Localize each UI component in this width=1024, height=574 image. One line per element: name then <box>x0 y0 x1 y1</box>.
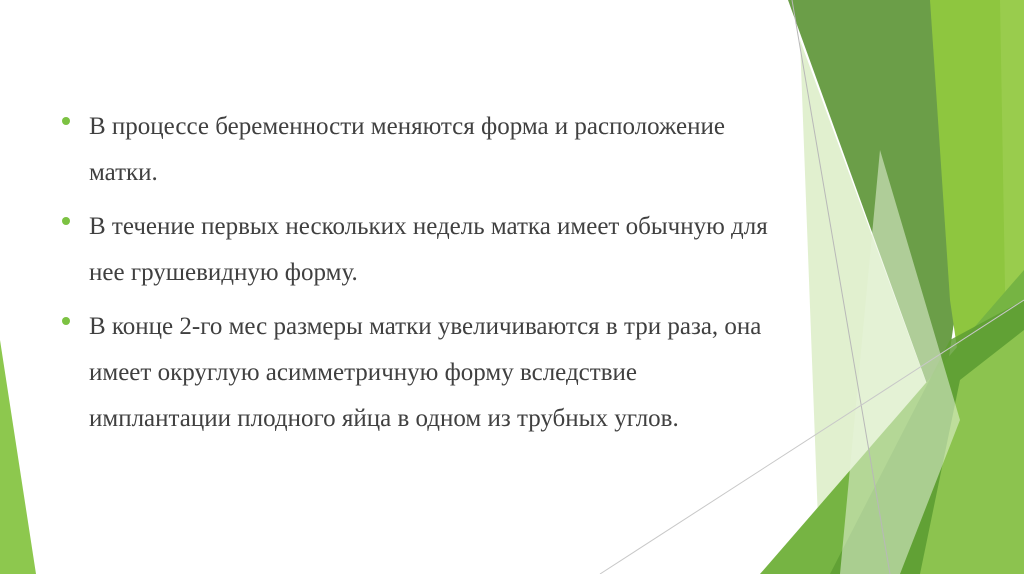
bullet-text: В течение первых нескольких недель матка имеет обычную для нее грушевидную форму. <box>89 213 768 286</box>
list-item <box>62 204 782 296</box>
list-item <box>62 104 782 196</box>
bullet-text: В конце 2-го мес размеры матки увеличиваются в три раза, она имеет округлую асимметричную форму вследствие имплантации плодного яйца в одном из трубных углов. <box>89 313 762 432</box>
bullet-text: В процессе беременности меняются форма и расположение матки. <box>89 113 725 186</box>
bullet-list <box>62 104 782 450</box>
bullet-dot-icon <box>62 317 70 325</box>
list-item <box>62 304 782 442</box>
bullet-dot-icon <box>62 217 70 225</box>
left-green-sliver <box>0 340 36 574</box>
bullet-dot-icon <box>62 117 70 125</box>
